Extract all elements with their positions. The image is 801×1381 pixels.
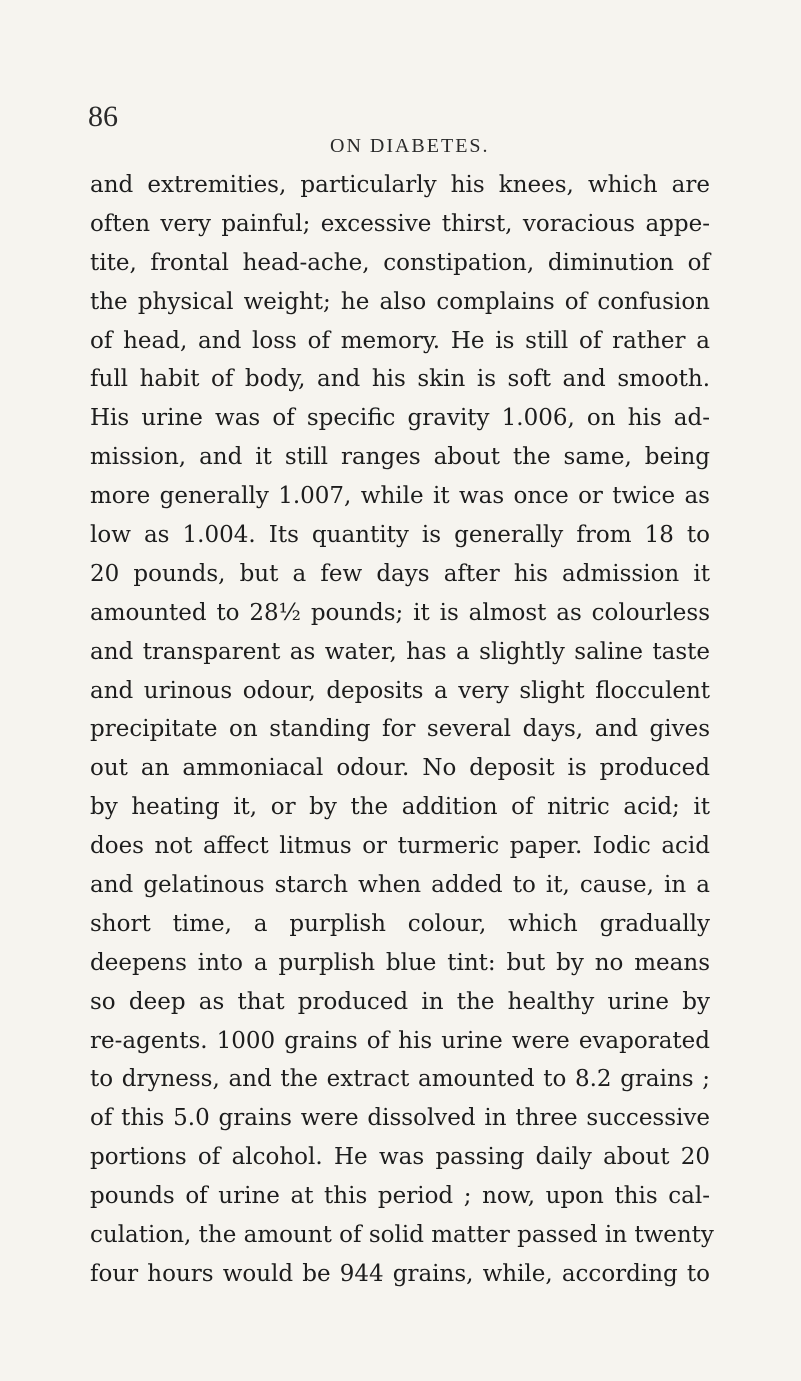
page-number: 86: [88, 100, 118, 133]
text-line: often very painful; excessive thirst, voracious appe-: [90, 210, 710, 237]
text-line: portions of alcohol. He was passing daily about 20: [90, 1144, 710, 1171]
text-line: more generally 1.007, while it was once or twice as: [90, 483, 710, 510]
text-line: and extremities, particularly his knees, which are: [90, 172, 710, 198]
text-line: mission, and it still ranges about the same, being: [90, 444, 710, 471]
text-line: the physical weight; he also complains of confusion: [90, 288, 710, 315]
text-line: short time, a purplish colour, which gradually: [90, 910, 710, 937]
text-line: of head, and loss of memory. He is still of rather a: [90, 327, 710, 354]
running-head: ON DIABETES.: [330, 135, 490, 157]
text-line: and transparent as water, has a slightly saline taste: [90, 638, 710, 665]
text-line: out an ammoniacal odour. No deposit is produced: [90, 755, 710, 782]
text-line: tite, frontal head-ache, constipation, diminution of: [90, 249, 710, 276]
text-line: re-agents. 1000 grains of his urine were evaporated: [90, 1027, 710, 1054]
text-line: by heating it, or by the addition of nitric acid; it: [90, 794, 710, 821]
text-line: does not affect litmus or turmeric paper. Iodic acid: [90, 833, 710, 860]
text-line: of this 5.0 grains were dissolved in three successive: [90, 1105, 710, 1132]
text-line: four hours would be 944 grains, while, according to: [90, 1260, 710, 1287]
body-text: [90, 166, 714, 1294]
text-line: amounted to 28½ pounds; it is almost as colourless: [90, 599, 710, 626]
text-line: so deep as that produced in the healthy urine by: [90, 988, 710, 1015]
text-line: deepens into a purplish blue tint: but by no means: [90, 949, 710, 976]
text-line: full habit of body, and his skin is soft and smooth.: [90, 366, 710, 393]
text-line: low as 1.004. Its quantity is generally from 18 to: [90, 522, 710, 549]
text-line: precipitate on standing for several days, and gives: [90, 716, 710, 743]
text-line: and gelatinous starch when added to it, cause, in a: [90, 872, 710, 899]
text-line: His urine was of specific gravity 1.006, on his ad-: [90, 405, 710, 432]
text-line: to dryness, and the extract amounted to 8.2 grains ;: [90, 1066, 710, 1093]
text-line: pounds of urine at this period ; now, upon this cal-: [90, 1183, 710, 1210]
text-line: and urinous odour, deposits a very slight flocculent: [90, 677, 710, 704]
text-line: 20 pounds, but a few days after his admission it: [90, 560, 710, 587]
text-line: culation, the amount of solid matter passed in twenty: [90, 1222, 714, 1249]
